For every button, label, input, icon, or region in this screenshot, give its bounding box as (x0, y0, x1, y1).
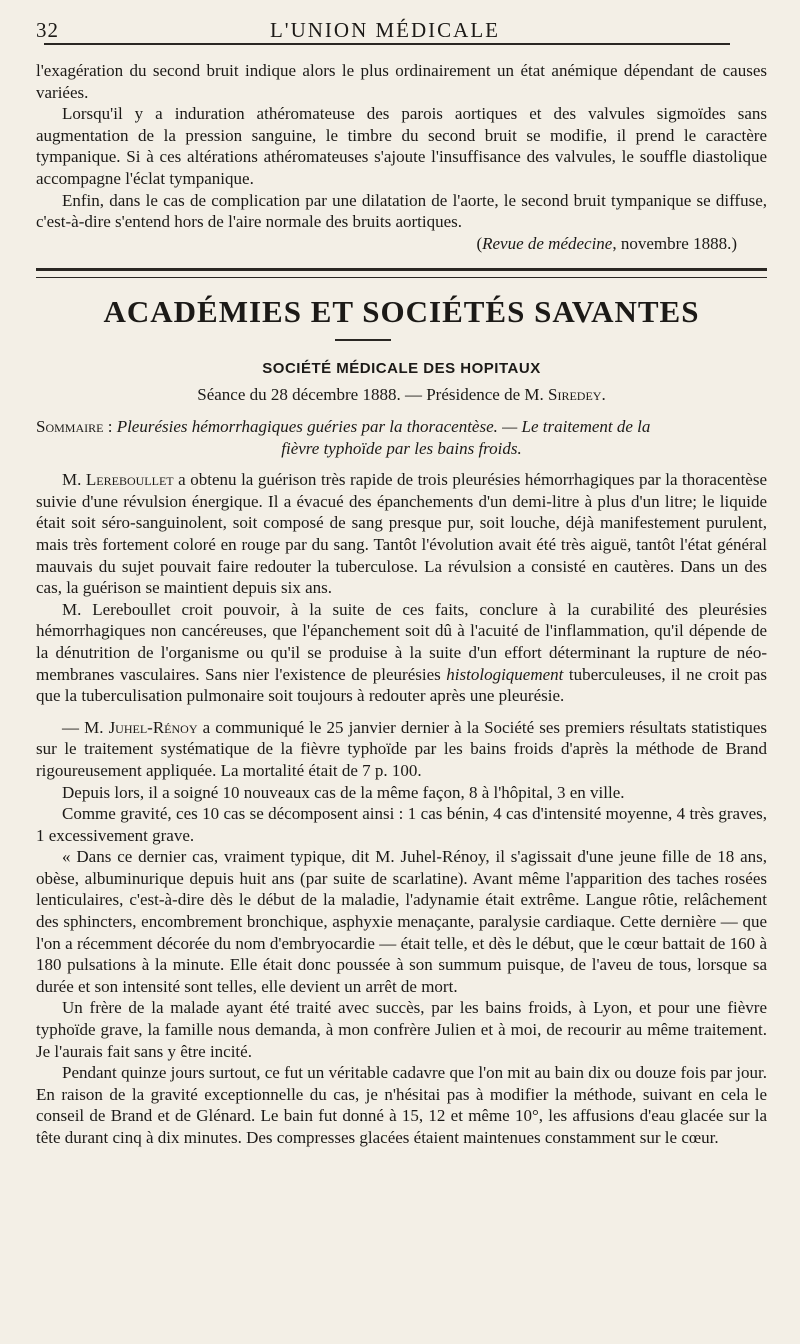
paragraph-7: Un frère de la malade ayant été traité avec succès, par les bains froids, à Lyon, et pour une fièvre typhoïde grave, la famille nous demanda, à mon confrère Julien et à moi, de recourir au même traitement. Je l'aurais fait sans y être incité. (36, 998, 767, 1061)
paragraph-lereboullet-2 (36, 599, 767, 707)
paragraph-juhel-renoy (36, 717, 767, 782)
paragraph-4: Depuis lors, il a soigné 10 nouveaux cas de la même façon, 8 à l'hôpital, 3 en ville. (62, 782, 625, 802)
summary-line-1: Pleurésies hémorrhagiques guéries par la thoracentèse. — Le traitement de la (116, 417, 651, 436)
main-text-block (36, 416, 767, 1149)
session-line (36, 385, 767, 405)
paragraph-lereboullet-1 (36, 469, 767, 599)
summary-label: Sommaire (36, 417, 104, 436)
session-prefix: Séance du 28 décembre 1888. — Présidence de M. (197, 385, 549, 404)
section-title: ACADÉMIES ET SOCIÉTÉS SAVANTES (103, 294, 700, 329)
title-underline (335, 339, 391, 341)
spacer (36, 707, 767, 717)
header-rule (44, 43, 730, 45)
page-number: 32 (36, 18, 59, 42)
intro-paragraph-3: Enfin, dans le cas de complication par une dilatation de l'aorte, le second bruit tympanique se diffuse, c'est-à-dire s'entend hors de l'aire normale des bruits aortiques. (36, 190, 767, 232)
paragraph-2-emphasis: histologiquement (446, 664, 564, 684)
journal-title: L'UNION MÉDICALE (269, 18, 500, 42)
president-name: Siredey (548, 385, 602, 404)
session-suffix: . (601, 385, 606, 404)
spacer (36, 459, 767, 469)
paragraph-2-text-b: tuberculeuses, il ne croit pas que la tuberculisation pulmonaire soit toujours à redouter après une pleurésie. (36, 664, 767, 706)
paragraph-2-text-a: M. Lereboullet croit pouvoir, à la suite de ces faits, conclure à la curabilité des pleurésies hémorrhagiques non cancéreuses, que l'épanchement soit dû à l'acuité de l'inflammation, qu'il dépende de la dénutrition de l'organisme ou qu'il se produise à la suite d'un effort déterminant la rupture de néo-membranes vasculaires. Sans nier l'existence de pleurésies (36, 599, 767, 684)
author-lereboullet: M. Lereboullet (62, 470, 174, 490)
society-title: SOCIÉTÉ MÉDICALE DES HOPITAUX (262, 360, 541, 377)
citation-open: ( (476, 233, 483, 253)
author-juhel-renoy: Juhel-Rénoy (108, 717, 198, 737)
citation-source: Revue de médecine (482, 233, 613, 253)
summary-line-2-wrap (36, 438, 767, 460)
section-divider (36, 268, 767, 278)
paragraph-3-text: a communiqué le 25 janvier dernier à la Société ses premiers résultats statistiques sur le traitement systématique de la fièvre typhoïde par les bains froids d'après la méthode de Brand rigoureusement appliquée. La mortalité était de 7 p. 100. (36, 717, 767, 780)
intro-paragraph-2: Lorsqu'il y a induration athéromateuse des parois aortiques et des valvules sigmoïdes sans augmentation de la pression sanguine, le timbre du second bruit se modifie, il prend le caractère tympanique. Si à ces altérations athéromateuses s'ajoute l'insuffisance des valvules, le souffle diastolique accompagne l'éclat tympanique. (36, 104, 767, 188)
paragraph-6: « Dans ce dernier cas, vraiment typique, dit M. Juhel-Rénoy, il s'agissait d'une jeune fille de 18 ans, obèse, albuminurique depuis huit ans (par suite de scarlatine). Avant même l'apparition des taches rosées lenticulaires, c'est-à-dire dès le début de la maladie, l'adynamie était extrême. Langue rôtie, relâchement des sphincters, encombrement bronchique, asphyxie menaçante, paralysie cardiaque. Cette dernière — que l'on a récemment décorée du nom d'embryocardie — était telle, et dès le début, que le cœur battait de 160 à 180 pulsations à la minute. Elle était donc poussée à son summum puisque, de l'aveu de tous, lorsque sa durée et son intensité sont telles, elle devient un arrêt de mort. (36, 847, 767, 996)
citation-date: , novembre 1888.) (612, 233, 737, 253)
intro-text-block (36, 60, 767, 254)
paragraph-1-text: a obtenu la guérison très rapide de trois pleurésies hémorrhagiques par la thoracentèse suivie d'une révulsion énergique. Il a évacué des épanchements d'un demi-litre à plus d'un litre; le liquide était soit séro-sanguinolent, soit composé de sang presque pur, soit louche, déjà manifestement purulent, mais très fortement coloré en rouge par du sang. Tantôt l'évolution avait été très aiguë, tantôt l'état général mauvais du sujet pouvait faire redouter la tuberculose. La révulsion a consisté en cautères. Dans un des cas, la guérison se maintient depuis six ans. (36, 470, 767, 598)
paragraph-3-prefix: — M. (62, 717, 109, 737)
paragraph-8: Pendant quinze jours surtout, ce fut un véritable cadavre que l'on mit au bain dix ou douze fois par jour. En raison de la gravité exceptionnelle du cas, je n'hésitai pas à modifier la méthode, suivant en cela le conseil de Brand et de Glénard. Le bain fut donné à 15, 12 et même 10°, les affusions d'eau glacée sur la tête durant cinq à dix minutes. Des compresses glacées étaient maintenues constamment sur le cœur. (36, 1063, 767, 1147)
intro-paragraph-1: l'exagération du second bruit indique alors le plus ordinairement un état anémique dépendant de causes variées. (36, 61, 767, 102)
summary-line-2: fièvre typhoïde par les bains froids. (281, 438, 522, 458)
summary-sep: : (103, 417, 117, 436)
summary (36, 416, 767, 438)
citation (36, 233, 767, 255)
paragraph-5: Comme gravité, ces 10 cas se décomposent ainsi : 1 cas bénin, 4 cas d'intensité moyenne, 4 très graves, 1 excessivement grave. (36, 804, 767, 845)
